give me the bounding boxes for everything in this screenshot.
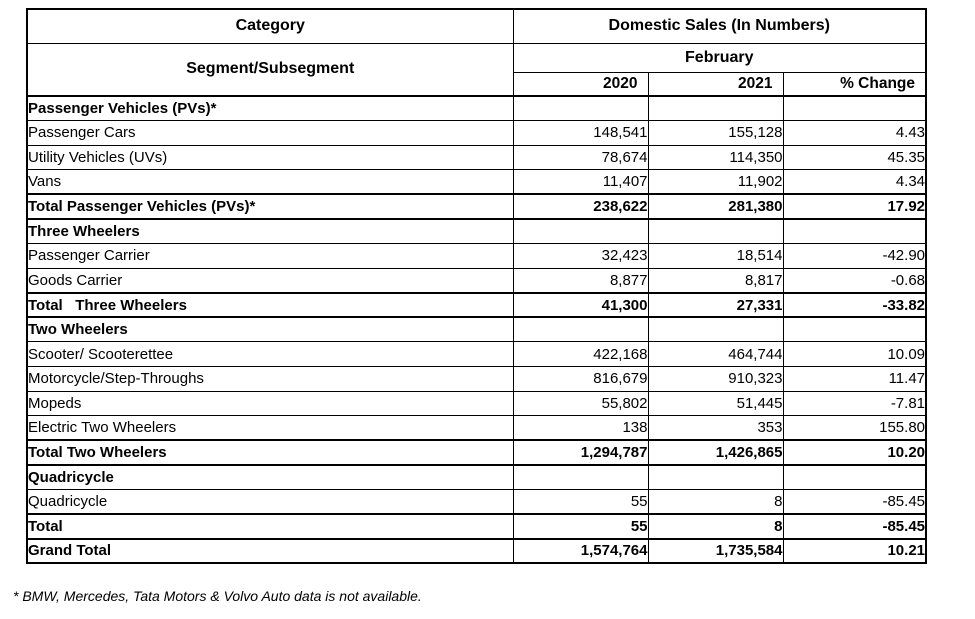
row-value-change — [783, 219, 926, 244]
table-row — [27, 293, 926, 318]
row-label: Electric Two Wheelers — [27, 416, 513, 441]
row-value-y2021: 18,514 — [648, 244, 783, 269]
table-row — [27, 416, 926, 441]
row-value-change: -42.90 — [783, 244, 926, 269]
table-row — [27, 490, 926, 515]
row-value-y2020: 138 — [513, 416, 648, 441]
table-row — [27, 440, 926, 465]
row-value-y2021: 51,445 — [648, 391, 783, 416]
row-value-y2021: 8,817 — [648, 268, 783, 293]
row-value-y2021: 1,426,865 — [648, 440, 783, 465]
row-value-change — [783, 465, 926, 490]
table-row — [27, 170, 926, 195]
row-value-y2020: 32,423 — [513, 244, 648, 269]
row-label: Passenger Carrier — [27, 244, 513, 269]
row-value-change: 4.43 — [783, 121, 926, 146]
row-label: Total — [27, 514, 513, 539]
table-row — [27, 539, 926, 564]
row-label: Three Wheelers — [27, 219, 513, 244]
row-value-y2021: 1,735,584 — [648, 539, 783, 564]
row-value-y2021 — [648, 465, 783, 490]
row-label: Goods Carrier — [27, 268, 513, 293]
row-value-y2021 — [648, 96, 783, 121]
row-value-y2020 — [513, 219, 648, 244]
row-value-change: -0.68 — [783, 268, 926, 293]
table-row — [27, 268, 926, 293]
table-body — [27, 96, 926, 563]
table-row — [27, 514, 926, 539]
row-value-y2020 — [513, 317, 648, 342]
row-value-change: 11.47 — [783, 367, 926, 392]
row-label: Quadricycle — [27, 465, 513, 490]
row-value-change: 10.21 — [783, 539, 926, 564]
row-value-y2021 — [648, 219, 783, 244]
row-label: Total Two Wheelers — [27, 440, 513, 465]
row-label: Vans — [27, 170, 513, 195]
table-row — [27, 465, 926, 490]
header-segment: Segment/Subsegment — [27, 43, 513, 96]
table-row — [27, 96, 926, 121]
header-category: Category — [27, 9, 513, 43]
row-value-y2020: 55 — [513, 490, 648, 515]
row-value-change: 10.09 — [783, 342, 926, 367]
row-value-change — [783, 96, 926, 121]
row-value-change: 10.20 — [783, 440, 926, 465]
table-row — [27, 342, 926, 367]
row-value-y2021: 11,902 — [648, 170, 783, 195]
row-value-y2021 — [648, 317, 783, 342]
footnote: * BMW, Mercedes, Tata Motors & Volvo Auto data is not available. — [13, 588, 422, 604]
row-label: Scooter/ Scooterettee — [27, 342, 513, 367]
row-value-y2021: 155,128 — [648, 121, 783, 146]
row-label: Utility Vehicles (UVs) — [27, 145, 513, 170]
row-label: Grand Total — [27, 539, 513, 564]
row-value-y2020: 1,574,764 — [513, 539, 648, 564]
row-label: Passenger Vehicles (PVs)* — [27, 96, 513, 121]
row-value-y2021: 27,331 — [648, 293, 783, 318]
domestic-sales-table — [26, 8, 927, 564]
row-label: Quadricycle — [27, 490, 513, 515]
row-value-y2021: 910,323 — [648, 367, 783, 392]
row-value-change: 4.34 — [783, 170, 926, 195]
row-value-y2021: 8 — [648, 490, 783, 515]
row-value-y2021: 353 — [648, 416, 783, 441]
table-header — [27, 9, 926, 96]
row-value-y2020: 816,679 — [513, 367, 648, 392]
row-label: Total Three Wheelers — [27, 293, 513, 318]
row-label: Total Passenger Vehicles (PVs)* — [27, 194, 513, 219]
table-row — [27, 367, 926, 392]
row-value-y2020 — [513, 96, 648, 121]
table-row — [27, 194, 926, 219]
row-value-y2020: 55,802 — [513, 391, 648, 416]
header-domestic-sales: Domestic Sales (In Numbers) — [513, 9, 926, 43]
row-value-y2020: 1,294,787 — [513, 440, 648, 465]
header-2021: 2021 — [648, 72, 783, 96]
row-value-change: 17.92 — [783, 194, 926, 219]
row-value-y2021: 114,350 — [648, 145, 783, 170]
table-row — [27, 244, 926, 269]
row-value-y2020: 422,168 — [513, 342, 648, 367]
row-value-change: -33.82 — [783, 293, 926, 318]
header-2020: 2020 — [513, 72, 648, 96]
row-value-y2020: 148,541 — [513, 121, 648, 146]
row-value-y2020: 238,622 — [513, 194, 648, 219]
row-value-y2021: 281,380 — [648, 194, 783, 219]
header-month: February — [513, 43, 926, 72]
row-value-change: 45.35 — [783, 145, 926, 170]
row-value-y2020: 78,674 — [513, 145, 648, 170]
table-row — [27, 121, 926, 146]
row-value-change — [783, 317, 926, 342]
table-row — [27, 219, 926, 244]
row-value-change: 155.80 — [783, 416, 926, 441]
header-row-1 — [27, 9, 926, 43]
row-value-change: -85.45 — [783, 490, 926, 515]
row-value-y2021: 8 — [648, 514, 783, 539]
table-row — [27, 391, 926, 416]
table-row — [27, 145, 926, 170]
row-value-y2020: 11,407 — [513, 170, 648, 195]
row-label: Mopeds — [27, 391, 513, 416]
header-row-2 — [27, 43, 926, 72]
header-percent-change: % Change — [783, 72, 926, 96]
row-value-change: -85.45 — [783, 514, 926, 539]
row-value-y2020: 55 — [513, 514, 648, 539]
row-value-y2020: 8,877 — [513, 268, 648, 293]
row-value-y2021: 464,744 — [648, 342, 783, 367]
row-label: Two Wheelers — [27, 317, 513, 342]
table-row — [27, 317, 926, 342]
row-label: Motorcycle/Step-Throughs — [27, 367, 513, 392]
row-value-y2020: 41,300 — [513, 293, 648, 318]
row-value-change: -7.81 — [783, 391, 926, 416]
row-label: Passenger Cars — [27, 121, 513, 146]
row-value-y2020 — [513, 465, 648, 490]
